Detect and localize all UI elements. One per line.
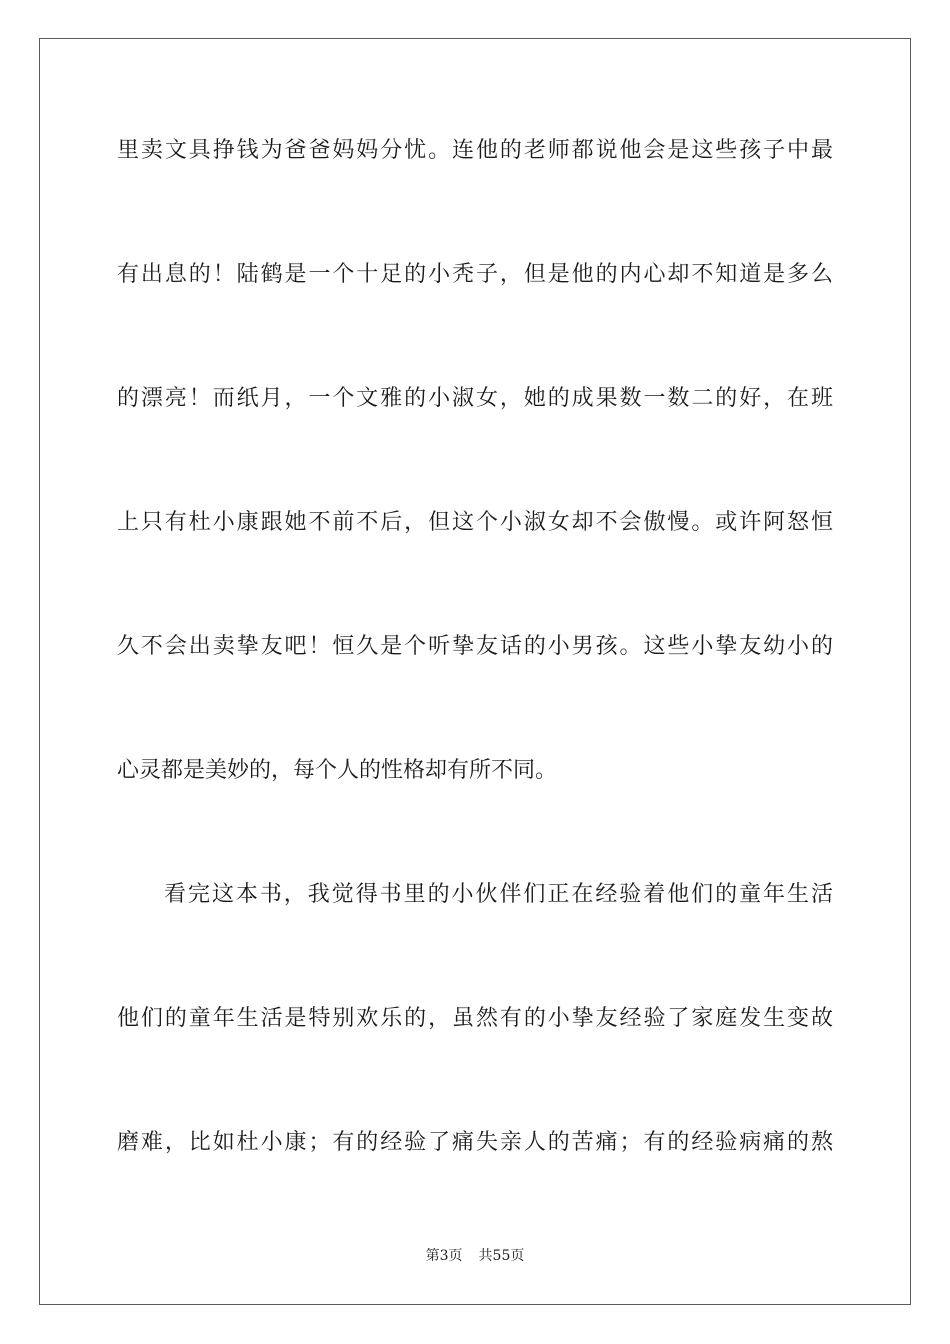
paragraph-first-line: 看完这本书，我觉得书里的小伙伴们正在经验着他们的童年生活 bbox=[164, 882, 833, 907]
page-number: 第3页 bbox=[425, 1248, 463, 1264]
body-text-line: 久不会出卖挚友吧！恒久是个听挚友话的小男孩。这些小挚友幼小的 bbox=[117, 634, 833, 659]
body-text-line: 磨难，比如杜小康；有的经验了痛失亲人的苦痛；有的经验病痛的熬 bbox=[117, 1130, 833, 1155]
page-frame bbox=[39, 38, 911, 1305]
body-text-line: 里卖文具挣钱为爸爸妈妈分忧。连他的老师都说他会是这些孩子中最 bbox=[117, 138, 833, 163]
body-text-line: 有出息的！陆鹤是一个十足的小秃子，但是他的内心却不知道是多么 bbox=[117, 262, 833, 287]
body-text-line: 的漂亮！而纸月，一个文雅的小淑女，她的成果数一数二的好，在班 bbox=[117, 386, 833, 411]
body-text-line: 上只有杜小康跟她不前不后，但这个小淑女却不会傲慢。或许阿怒恒 bbox=[117, 510, 833, 535]
body-text-line: 他们的童年生活是特别欢乐的，虽然有的小挚友经验了家庭发生变故 bbox=[117, 1006, 833, 1031]
page-footer bbox=[0, 1246, 950, 1266]
body-text-line: 心灵都是美妙的，每个人的性格却有所不同。 bbox=[117, 758, 558, 783]
total-pages: 共55页 bbox=[478, 1248, 525, 1264]
